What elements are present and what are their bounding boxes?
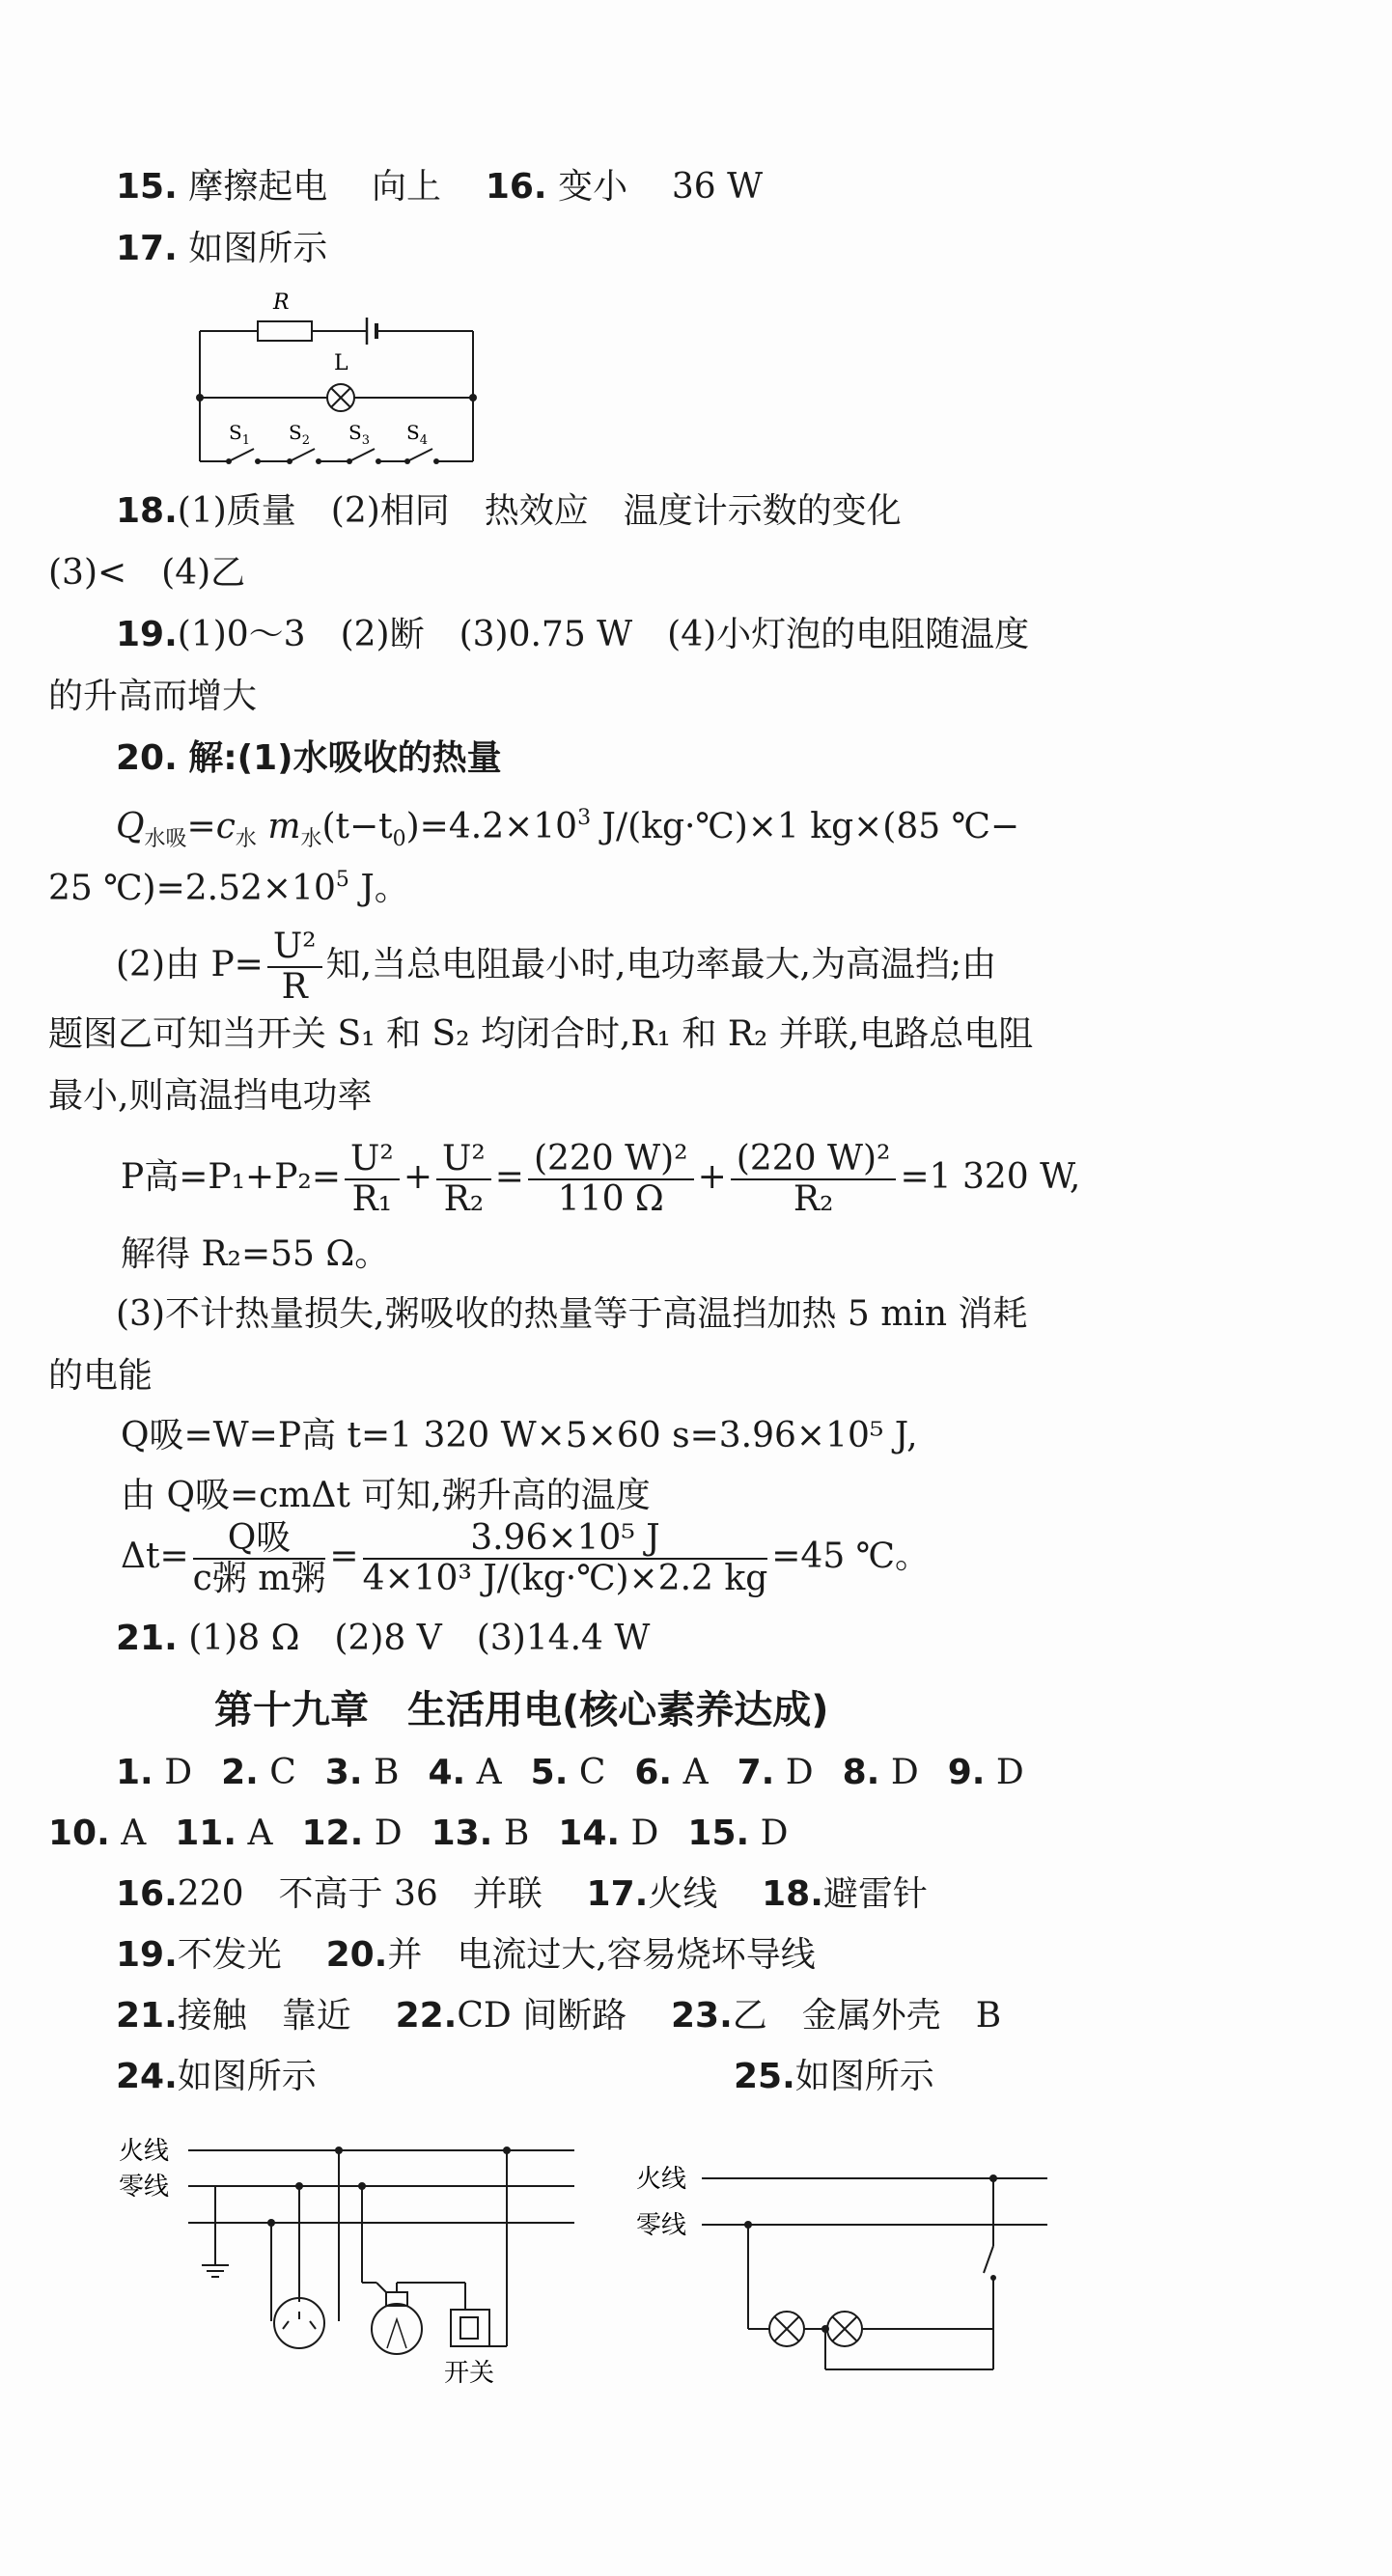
- answer-line-c16-18: 16.220 不高于 36 并联 17.火线 18.避雷针: [116, 1874, 928, 1914]
- answer-line-c19-20: 19.不发光 20.并 电流过大,容易烧坏导线: [116, 1935, 816, 1975]
- answer-letter: D: [995, 1753, 1024, 1792]
- mc-answer: [116, 1753, 192, 1792]
- switch-box: [451, 2310, 489, 2346]
- answer-letter: B: [373, 1753, 400, 1792]
- mc-answer: [325, 1753, 400, 1792]
- question-number: 15.: [687, 1814, 750, 1853]
- switch-s1: [229, 449, 254, 461]
- answer-line-18: [116, 490, 902, 533]
- answer-line-c24: 24.如图所示: [116, 2057, 317, 2096]
- para-power-line3: 最小,则高温挡电功率: [48, 1076, 373, 1116]
- question-number: 5.: [530, 1753, 569, 1792]
- question-number: 1.: [116, 1753, 153, 1792]
- equation-temp: Δt= $\frac{\text{Q吸}}{\text{c粥 m粥}}$ = $\frac{\text{3.96×10⁵ J}}{\text{4×10³ J/(kg·℃)×2.2 kg}}$ =45 ℃。: [121, 1518, 930, 1598]
- mc-answer: [843, 1753, 919, 1792]
- label-s2: $S_2$: [289, 421, 310, 448]
- answer-letter: C: [269, 1753, 296, 1792]
- answer-letter: A: [247, 1814, 273, 1853]
- answer-text: (1)8 Ω (2)8 V (3)14.4 W: [188, 1619, 651, 1658]
- mc-answer: [432, 1814, 530, 1853]
- label-switch: 开关: [444, 2359, 495, 2388]
- answer-letter: D: [785, 1753, 814, 1792]
- label-r: R: [273, 291, 290, 315]
- question-number: 17.: [116, 229, 178, 268]
- answer-line-c25: 25.如图所示: [734, 2057, 934, 2096]
- question-number: 15.: [116, 167, 178, 207]
- answer-letter: A: [476, 1753, 502, 1792]
- answer-line-15-16: [116, 166, 763, 208]
- answer-letter: C: [578, 1753, 606, 1792]
- question-number: 19.: [116, 615, 178, 654]
- switch-line: [984, 2246, 993, 2273]
- equation-energy: Q吸=W=P高 t=1 320 W×5×60 s=3.96×10⁵ J,: [121, 1416, 918, 1455]
- question-number: 3.: [324, 1753, 363, 1792]
- answer-text: 变小: [558, 167, 628, 207]
- question-number: 21.: [116, 1619, 178, 1658]
- mc-answer: [948, 1753, 1024, 1792]
- answer-letter: A: [682, 1753, 709, 1792]
- question-number: 16.: [485, 167, 547, 207]
- answer-line-19: [116, 614, 1029, 656]
- mc-answer: [687, 1814, 788, 1853]
- switch-s4: [407, 449, 432, 461]
- answer-text: 向上: [372, 167, 442, 207]
- solution-head: 解:(1)水吸收的热量: [188, 738, 502, 778]
- answer-letter: D: [374, 1814, 403, 1853]
- label-s3: $S_3$: [348, 421, 370, 448]
- equation-intro: 由 Q吸=cmΔt 可知,粥升高的温度: [121, 1476, 651, 1515]
- question-number: 12.: [301, 1814, 364, 1853]
- socket-icon: [274, 2298, 324, 2348]
- equation-heat: $Q_{水吸}=c_水$ $m_水(t-t_0)=4.2\times 10^3$ J/(kg·℃)×1 kg×(85 ℃−: [116, 806, 1020, 851]
- answer-letter: D: [630, 1814, 659, 1853]
- question-number: 11.: [175, 1814, 237, 1853]
- question-number: 7.: [737, 1753, 775, 1792]
- label-live: 火线: [119, 2137, 170, 2166]
- wiring-diagram-25: [632, 2157, 1057, 2389]
- label-live: 火线: [636, 2165, 687, 2194]
- mc-answer: [301, 1814, 402, 1853]
- label-s4: $S_4$: [406, 421, 428, 448]
- mc-answer: [634, 1753, 708, 1792]
- question-number: 4.: [428, 1753, 466, 1792]
- switch-s2: [290, 449, 315, 461]
- question-number: 8.: [842, 1753, 880, 1792]
- label-neutral: 零线: [119, 2173, 170, 2202]
- answer-line-18b: (3)< (4)乙: [48, 553, 246, 593]
- para-power-line2: 题图乙可知当开关 S₁ 和 S₂ 均闭合时,R₁ 和 R₂ 并联,电路总电阻: [48, 1014, 1034, 1054]
- question-number: 18.: [116, 491, 178, 531]
- mc-answer: [738, 1753, 814, 1792]
- mc-answer: [428, 1753, 501, 1792]
- chapter-title: 第十九章 生活用电(核心素养达成): [214, 1688, 829, 1732]
- answer-text: 如图所示: [188, 229, 328, 268]
- question-number: 14.: [558, 1814, 621, 1853]
- answer-line-19b: 的升高而增大: [48, 677, 258, 716]
- para-power: (2)由 P= $\frac{\text{U²}}{R}$ 知,当总电阻最小时,电功率最大,为高温挡;由: [116, 927, 997, 1007]
- mc-row-1: [116, 1752, 1053, 1794]
- solve-r2: 解得 R₂=55 Ω。: [121, 1234, 390, 1274]
- answer-text: 36 W: [671, 167, 764, 207]
- mc-answer: [531, 1753, 606, 1792]
- answer-line-21: [116, 1618, 650, 1660]
- label-l: L: [334, 351, 348, 375]
- answer-text: (1)0～3 (2)断 (3)0.75 W (4)小灯泡的电阻随温度: [177, 615, 1030, 654]
- circuit-diagram-17: [188, 285, 487, 473]
- label-s1: $S_1$: [229, 421, 250, 448]
- equation-heat-cont: 25 $℃)=2.52\times 10^5$ J。: [48, 868, 409, 908]
- mc-answer: [221, 1753, 296, 1792]
- answer-letter: D: [890, 1753, 919, 1792]
- answer-text: 摩擦起电: [188, 167, 328, 207]
- para-energy-line2: 的电能: [48, 1356, 153, 1396]
- wiring-diagram-24: [111, 2119, 594, 2403]
- label-neutral: 零线: [636, 2211, 687, 2240]
- answer-letter: B: [503, 1814, 530, 1853]
- question-number: 9.: [947, 1753, 986, 1792]
- question-number: 10.: [48, 1814, 110, 1853]
- answer-line-20: [116, 737, 502, 780]
- resistor-r: [258, 321, 312, 341]
- para-energy: (3)不计热量损失,粥吸收的热量等于高温挡加热 5 min 消耗: [116, 1294, 1028, 1334]
- equation-power: P高=P₁+P₂= $\frac{\text{U²}}{\text{R₁}}$ + $\frac{\text{U²}}{\text{R₂}}$ = $\frac{\text{(220 W)²}}{110 \Omega}$ + $\frac{\text{(220 W)²}}{\text{R₂}}$ =1 320 W,: [121, 1139, 1081, 1219]
- answer-text: (1)质量 (2)相同 热效应 温度计示数的变化: [177, 491, 902, 531]
- mc-answer: [175, 1814, 272, 1853]
- answer-letter: D: [760, 1814, 789, 1853]
- answer-letter: A: [121, 1814, 147, 1853]
- answer-line-c21-23: 21.接触 靠近 22.CD 间断路 23.乙 金属外壳 B: [116, 1996, 1002, 2036]
- mc-row-2: [48, 1813, 818, 1855]
- question-number: 6.: [634, 1753, 673, 1792]
- question-number: 20.: [116, 738, 178, 778]
- switch-s3: [349, 449, 375, 461]
- question-number: 2.: [221, 1753, 259, 1792]
- question-number: 13.: [431, 1814, 493, 1853]
- answer-line-17: [116, 228, 327, 270]
- mc-answer: [48, 1814, 146, 1853]
- bulb-icon: [372, 2304, 422, 2354]
- answer-letter: D: [164, 1753, 193, 1792]
- mc-answer: [558, 1814, 658, 1853]
